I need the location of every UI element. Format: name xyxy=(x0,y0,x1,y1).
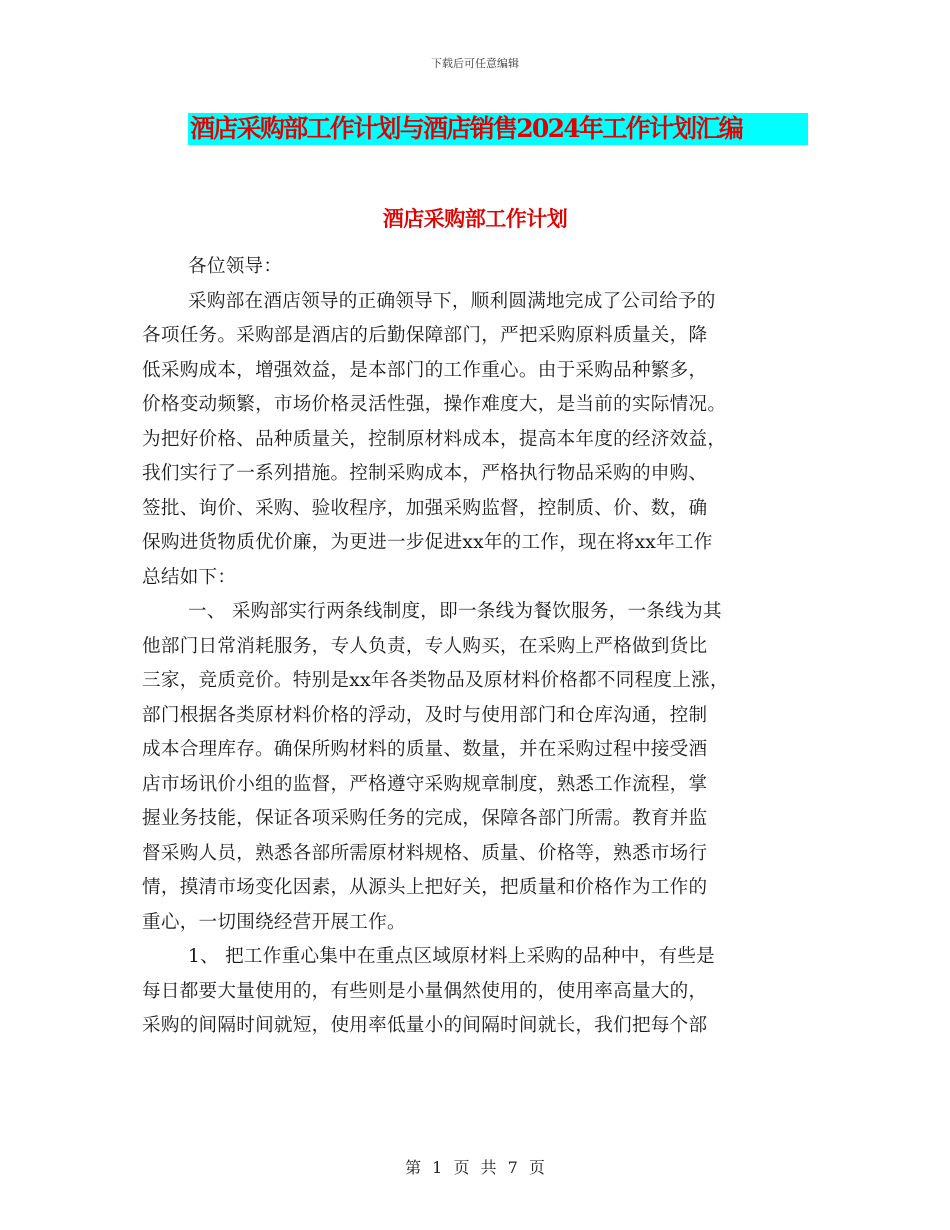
document-title-container xyxy=(188,113,808,145)
text-line: 总结如下： xyxy=(142,566,237,588)
text-line: 部门根据各类原材料价格的浮动，及时与使用部门和仓库沟通，控制 xyxy=(142,704,708,726)
text-line: 采购部在酒店领导的正确领导下，顺利圆满地完成了公司给予的 xyxy=(188,290,716,312)
text-line: 各位领导： xyxy=(188,256,283,277)
text-line: 保购进货物质优价廉，为更进一步促进xx年的工作，现在将xx年工作 xyxy=(142,532,713,553)
text-line: 三家，竞质竞价。特别是xx年各类物品及原材料价格都不同程度上涨， xyxy=(142,670,729,691)
document-body xyxy=(142,250,810,1044)
text-line: 价格变动频繁，市场价格灵活性强，操作难度大，是当前的实际情况。 xyxy=(142,394,727,415)
text-line: 采购的间隔时间就短，使用率低量小的间隔时间就长，我们把每个部 xyxy=(142,1015,708,1036)
text-line: 握业务技能，保证各项采购任务的完成，保障各部门所需。教育并监 xyxy=(142,808,708,829)
paragraph-item-one xyxy=(142,940,810,1044)
text-line: 他部门日常消耗服务，专人负责，专人购买，在采购上严格做到货比 xyxy=(142,635,708,657)
header-note: 下载后可任意编辑 xyxy=(431,57,519,70)
text-line: 重心，一切围绕经营开展工作。 xyxy=(142,911,406,933)
paragraph-intro xyxy=(142,285,810,596)
text-line: 低采购成本，增强效益，是本部门的工作重心。由于采购品种繁多， xyxy=(142,359,708,381)
text-line: 成本合理库存。确保所购材料的质量、数量，并在采购过程中接受酒 xyxy=(142,739,708,760)
text-line: 店市场讯价小组的监督，严格遵守采购规章制度，熟悉工作流程，掌 xyxy=(142,773,708,795)
page-number: 第 1 页 共 7 页 xyxy=(405,1158,545,1177)
text-line: 一、 采购部实行两条线制度，即一条线为餐饮服务，一条线为其 xyxy=(188,601,722,622)
document-title: 酒店采购部工作计划与酒店销售2024年工作计划汇编 xyxy=(188,113,808,145)
text-line: 1、 把工作重心集中在重点区域原材料上采购的品种中，有些是 xyxy=(188,946,716,967)
section-title: 酒店采购部工作计划 xyxy=(382,206,568,231)
text-line: 各项任务。采购部是酒店的后勤保障部门，严把采购原料质量关，降 xyxy=(142,325,708,346)
paragraph-section-one xyxy=(142,595,810,940)
text-line: 为把好价格、品种质量关，控制原材料成本，提高本年度的经济效益， xyxy=(142,428,727,450)
text-line: 签批、询价、采购、验收程序，加强采购监督，控制质、价、数，确 xyxy=(142,497,708,519)
text-line: 每日都要大量使用的，有些则是小量偶然使用的，使用率高量大的， xyxy=(142,980,708,1002)
paragraph-salutation xyxy=(142,250,810,285)
text-line: 督采购人员，熟悉各部所需原材料规格、质量、价格等，熟悉市场行 xyxy=(142,842,708,864)
text-line: 我们实行了一系列措施。控制采购成本，严格执行物品采购的申购、 xyxy=(142,463,708,484)
text-line: 情，摸清市场变化因素，从源头上把好关，把质量和价格作为工作的 xyxy=(142,877,708,898)
